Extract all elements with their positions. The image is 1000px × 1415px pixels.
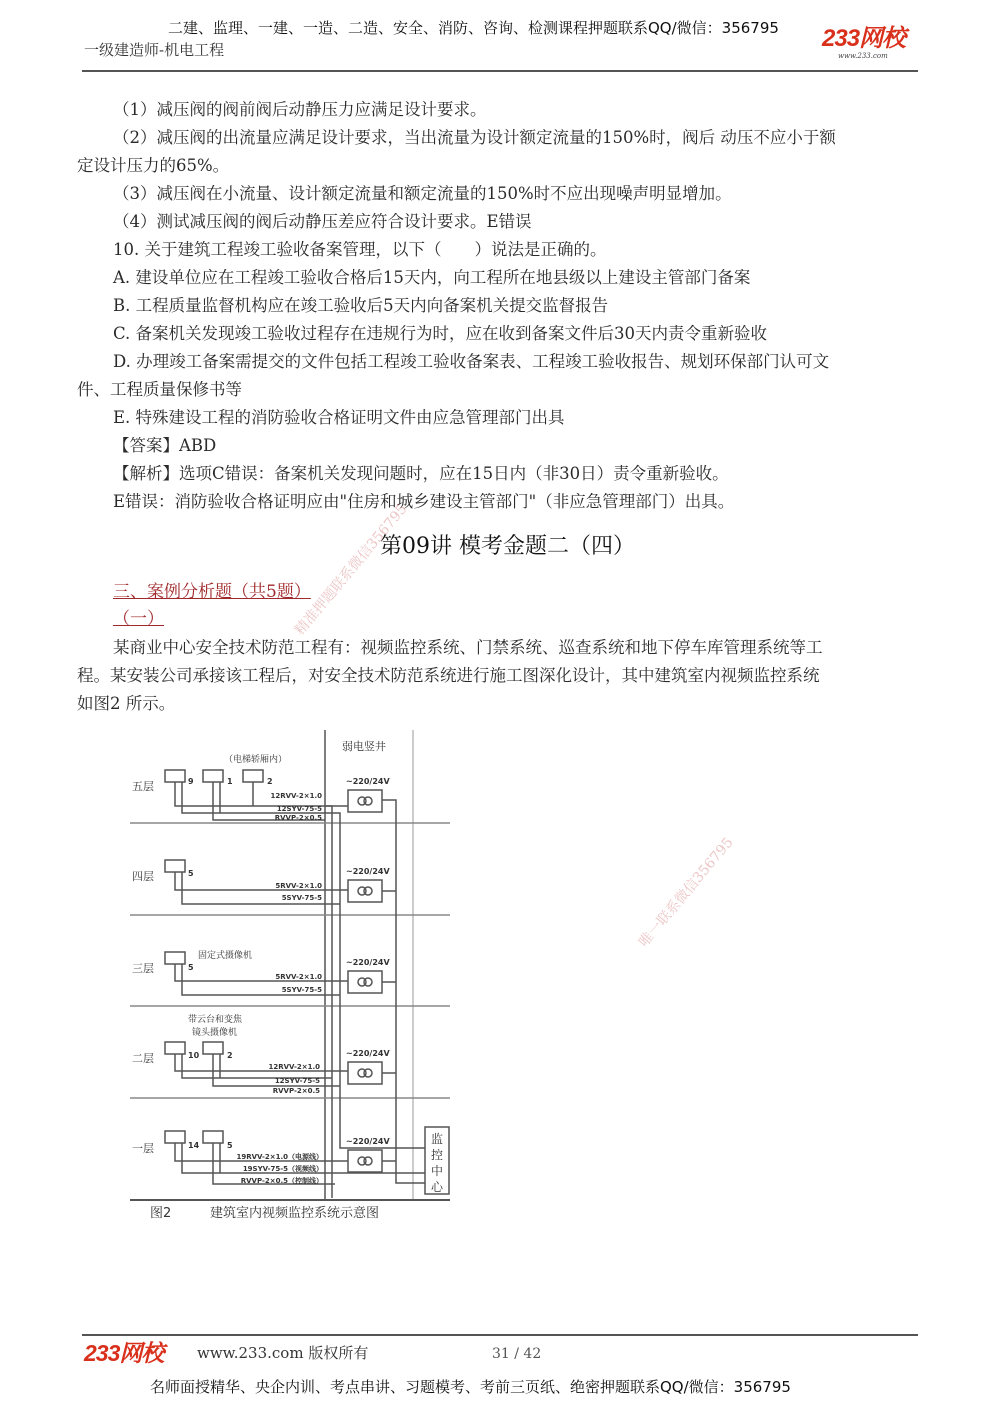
cable-label: RVVP-2×0.5 [274, 814, 322, 822]
subsection-heading: （一） [113, 609, 164, 629]
cable-label: 12SYV-75-5 [274, 1077, 320, 1085]
cable-label: 5SYV-75-5 [281, 986, 322, 994]
transformer-boxes [348, 790, 382, 1172]
transformer-label: ~220/24V [346, 1049, 390, 1058]
footer-divider [82, 1334, 918, 1336]
transformer-label: ~220/24V [346, 958, 390, 967]
option-b: B. 工程质量监督机构应在竣工验收后5天内向备案机关提交监督报告 [113, 296, 609, 315]
fixed-camera-label: 固定式摄像机 [198, 951, 253, 961]
cable-label: 19RVV-2×1.0（电源线） [236, 1153, 323, 1161]
watermark: 唯一联系微信356795 [636, 834, 737, 951]
paragraph-line: 某商业中心安全技术防范工程有：视频监控系统、门禁系统、巡查系统和地下停车库管理系统等工 [113, 638, 823, 657]
figure-caption: 建筑室内视频监控系统示意图 [210, 1206, 380, 1221]
camera-count: 2 [227, 1051, 233, 1060]
floor-label: 四层 [132, 870, 154, 883]
svg-text:心: 心 [430, 1180, 444, 1194]
cable-label: 5RVV-2×1.0 [275, 973, 322, 981]
camera-count: 5 [188, 869, 194, 878]
text-line: （3）减压阀在小流量、设计额定流量和额定流量的150%时不应出现噪声明显增加。 [113, 184, 732, 203]
page-number: 31 / 42 [492, 1346, 542, 1362]
cable-label: 5RVV-2×1.0 [275, 882, 322, 890]
paragraph-line: 如图2 所示。 [77, 694, 176, 713]
option-e: E. 特殊建设工程的消防验收合格证明文件由应急管理部门出具 [113, 408, 565, 427]
text-line: （4）测试减压阀的阀后动静压差应符合设计要求。E错误 [113, 212, 532, 231]
footer-logo: 233网校 [84, 1340, 164, 1366]
camera-count: 5 [227, 1141, 233, 1150]
cable-label: 19SYV-75-5（视频线） [242, 1165, 323, 1173]
header-divider [82, 70, 918, 72]
cable-label: 12RVV-2×1.0 [268, 1063, 320, 1071]
ptz-camera-label: 带云台和变焦 [188, 1015, 243, 1025]
paragraph-line: 程。某安装公司承接该工程后，对安全技术防范系统进行施工图深化设计，其中建筑室内视频监控系统 [77, 666, 820, 685]
cable-label: RVVP-2×0.5（控制线） [240, 1177, 323, 1185]
floor-label: 一层 [132, 1142, 154, 1155]
floor-label: 五层 [132, 780, 154, 793]
header-logo-text: 233网校 [822, 25, 906, 52]
option-d: D. 办理竣工备案需提交的文件包括工程竣工验收备案表、工程竣工验收报告、规划环保部门认可文 [113, 352, 830, 371]
header-logo-url: www.233.com [838, 52, 888, 60]
camera-count: 14 [188, 1141, 200, 1150]
text-line: （2）减压阀的出流量应满足设计要求，当出流量为设计额定流量的150%时，阀后 动压不应小于额 [113, 128, 836, 147]
option-c: C. 备案机关发现竣工验收过程存在违规行为时，应在收到备案文件后30天内责令重新验收 [113, 324, 768, 343]
transformer-label: ~220/24V [346, 867, 390, 876]
shaft-label: 弱电竖井 [342, 740, 386, 753]
text-line: 定设计压力的65%。 [77, 156, 230, 175]
floor-label: 三层 [132, 962, 154, 975]
cable-label: 5SYV-75-5 [281, 894, 322, 902]
camera-count: 10 [188, 1051, 200, 1060]
cable-label: 12SYV-75-5 [276, 805, 322, 813]
camera-count: 5 [188, 963, 194, 972]
text-line: （1）减压阀的阀前阀后动静压力应满足设计要求。 [113, 100, 487, 119]
option-d-cont: 件、工程质量保修书等 [77, 380, 242, 399]
svg-text:监: 监 [430, 1132, 444, 1146]
transformer-label: ~220/24V [346, 1137, 390, 1146]
power-riser [382, 800, 425, 1183]
camera-count: 9 [188, 777, 194, 786]
footer-promo: 名师面授精华、央企内训、考点串讲、习题模考、考前三页纸、绝密押题联系QQ/微信：356795 [150, 1378, 791, 1396]
cable-label: RVVP-2×0.5 [272, 1087, 320, 1095]
section-heading: 三、案例分析题（共5题） [113, 582, 311, 602]
analysis-cont: E错误：消防验收合格证明应由"住房和城乡建设主管部门"（非应急管理部门）出具。 [113, 492, 735, 511]
floor-label: 二层 [132, 1052, 154, 1065]
footer-site: www.233.com 版权所有 [197, 1344, 369, 1362]
ptz-camera-label: 镜头摄像机 [192, 1028, 238, 1038]
figure-number: 图2 [150, 1206, 172, 1221]
cable-label: 12RVV-2×1.0 [270, 792, 322, 800]
watermark: 精准押题联系微信356795 [292, 501, 411, 639]
option-a: A. 建设单位应在工程竣工验收合格后15天内，向工程所在地县级以上建设主管部门备案 [113, 268, 751, 287]
answer: 【答案】ABD [113, 436, 217, 455]
elevator-label: （电梯轿厢内） [224, 755, 288, 765]
header-logo [822, 26, 905, 61]
svg-text:中: 中 [430, 1164, 444, 1178]
lecture-title: 第09讲 模考金题二（四） [380, 534, 635, 559]
camera-count: 2 [267, 777, 273, 786]
transformer-label: ~220/24V [346, 777, 390, 786]
monitoring-center-label [431, 1131, 444, 1194]
analysis: 【解析】选项C错误：备案机关发现问题时，应在15日内（非30日）责令重新验收。 [113, 464, 729, 483]
header-promo: 二建、监理、一建、一造、二造、安全、消防、咨询、检测课程押题联系QQ/微信：356795 [168, 19, 779, 37]
svg-text:控: 控 [430, 1148, 444, 1162]
camera-count: 1 [227, 777, 233, 786]
question-stem: 10. 关于建筑工程竣工验收备案管理，以下（ ）说法是正确的。 [113, 240, 607, 259]
header-subject: 一级建造师-机电工程 [84, 41, 225, 59]
cctv-system-diagram [120, 728, 460, 1228]
